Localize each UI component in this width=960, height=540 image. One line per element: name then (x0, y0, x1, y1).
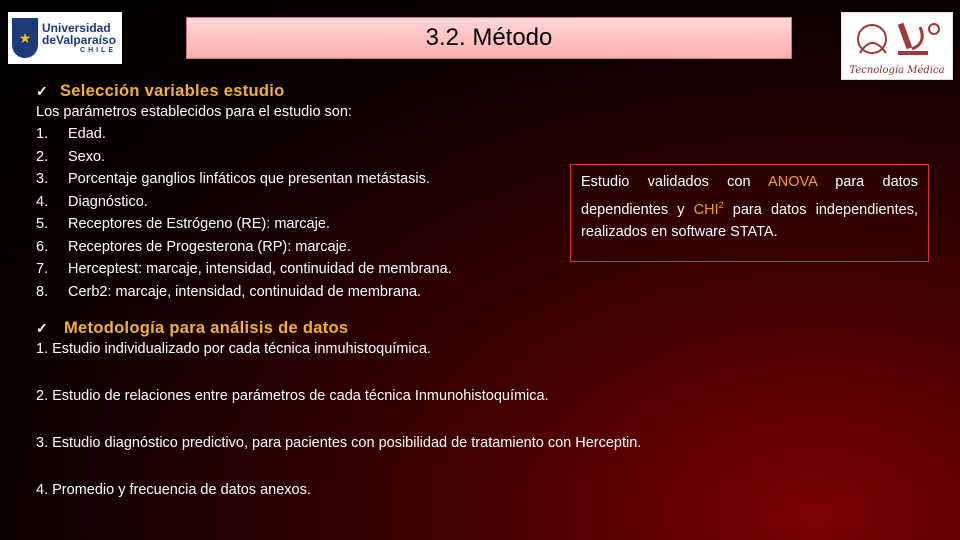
main-content (36, 82, 642, 501)
method-item: 1. Estudio individualizado por cada técnica inmuhistoquímica. (36, 341, 431, 357)
method-item: 3. Estudio diagnóstico predictivo, para pacientes con posibilidad de tratamiento con Herceptin. (36, 435, 642, 451)
section2-heading-text: Metodología para análisis de datos (64, 319, 349, 337)
list-item: 6. Receptores de Progesterona (RP): marcaje. (36, 238, 351, 255)
list-item: 7. Herceptest: marcaje, intensidad, continuidad de membrana. (36, 261, 452, 277)
checkmark-icon: ✓ (36, 320, 49, 336)
section1-heading-text: Selección variables estudio (60, 82, 285, 100)
list-item: 5. Receptores de Estrógeno (RE): marcaje. (36, 216, 330, 232)
slide-title-box (186, 17, 792, 59)
section2-heading (36, 319, 596, 338)
section1-intro: Los parámetros establecidos para el estudio son: (36, 104, 352, 120)
logo-line2: deValparaíso (42, 33, 117, 48)
slide-title: 3.2. Método (425, 24, 553, 51)
method-item: 2. Estudio de relaciones entre parámetros de cada técnica Inmunohistoquímica. (36, 388, 549, 404)
section1-heading (36, 82, 596, 101)
list-item: 2. Sexo. (36, 148, 106, 165)
list-item: 8. Cerb2: marcaje, intensidad, continuidad de membrana. (36, 283, 422, 300)
statistics-note-box: Estudio validados con ANOVA para datos dependientes y CHI$^2$ para datos independientes, realizados en software STATA. (570, 164, 929, 262)
chi-highlight: CHI (693, 201, 719, 218)
parameter-list (36, 123, 596, 303)
university-logo (8, 12, 122, 64)
logo-caption: Tecnología Médica (849, 65, 945, 76)
list-item: 3. Porcentaje ganglios linfáticos que presentan metástasis. (36, 171, 430, 187)
tecnologia-medica-logo (841, 12, 953, 80)
anova-highlight: ANOVA (768, 174, 817, 190)
logo-line1: Universidad (42, 20, 111, 35)
microscope-icon (842, 13, 952, 63)
checkmark-icon: ✓ (36, 83, 49, 99)
method-item: 4. Promedio y frecuencia de datos anexos. (36, 482, 311, 498)
logo-line3: CHILE (80, 46, 117, 54)
shield-icon: ★ (12, 18, 38, 58)
list-item: 1. Edad. (36, 126, 106, 142)
list-item: 4. Diagnóstico. (36, 193, 148, 210)
